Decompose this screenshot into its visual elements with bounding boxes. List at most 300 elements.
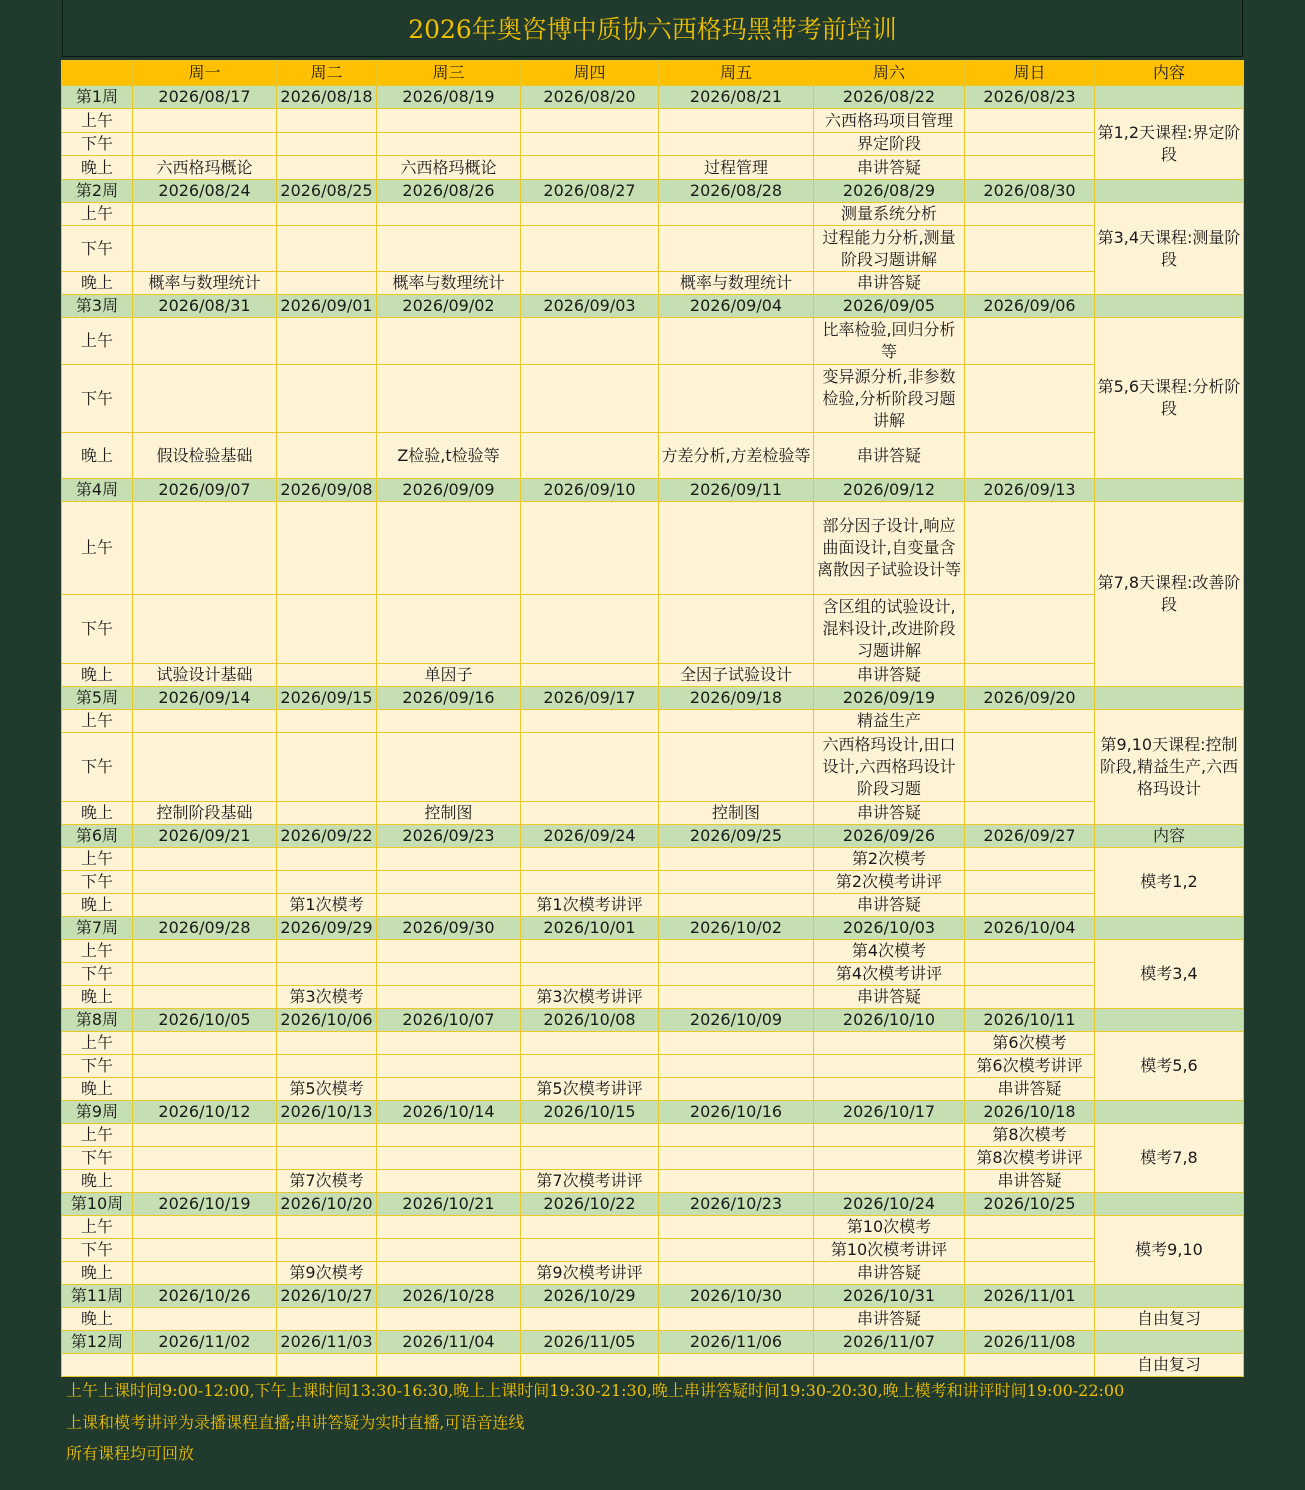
date-cell: 2026/10/04 [965,917,1095,940]
session-cell [659,1078,814,1101]
date-cell: 2026/11/01 [965,1285,1095,1308]
date-cell: 2026/08/28 [659,180,814,203]
session-cell [521,203,659,226]
session-cell [521,1239,659,1262]
session-cell [659,940,814,963]
session-cell [277,664,377,687]
date-cell: 2026/10/03 [814,917,965,940]
session-cell [521,318,659,365]
date-cell: 2026/09/23 [377,825,521,848]
session-cell [277,710,377,733]
session-cell: 控制阶段基础 [133,802,277,825]
session-cell [277,365,377,433]
week-row [62,180,1244,203]
session-cell [277,940,377,963]
slot-label: 下午 [62,963,133,986]
slot-row [62,1032,1244,1055]
slot-label: 上午 [62,203,133,226]
week-row [62,1193,1244,1216]
slot-label: 上午 [62,1124,133,1147]
week-label: 第10周 [62,1193,133,1216]
date-cell: 2026/09/24 [521,825,659,848]
slot-row [62,109,1244,133]
week-row [62,1009,1244,1032]
session-cell [814,1147,965,1170]
session-cell [659,226,814,272]
session-cell: 第10次模考 [814,1216,965,1239]
slot-label: 晚上 [62,1078,133,1101]
date-cell: 2026/10/23 [659,1193,814,1216]
date-cell: 2026/10/31 [814,1285,965,1308]
date-cell: 2026/10/24 [814,1193,965,1216]
date-cell: 2026/08/19 [377,86,521,109]
session-cell [814,1170,965,1193]
session-cell [521,272,659,295]
session-cell [377,1032,521,1055]
session-cell [133,894,277,917]
slot-label: 晚上 [62,986,133,1009]
session-cell [133,109,277,133]
session-cell [965,365,1095,433]
session-cell: 全因子试验设计 [659,664,814,687]
session-cell: 试验设计基础 [133,664,277,687]
date-cell: 2026/09/15 [277,687,377,710]
session-cell [659,986,814,1009]
session-cell [277,433,377,479]
slot-label: 上午 [62,710,133,733]
slot-row [62,1239,1244,1262]
date-cell: 2026/09/13 [965,479,1095,502]
session-cell [377,203,521,226]
session-cell: 串讲答疑 [965,1078,1095,1101]
session-cell [659,109,814,133]
session-cell [965,1216,1095,1239]
session-cell: 第4次模考 [814,940,965,963]
session-cell [377,1239,521,1262]
week-note [1095,1285,1244,1308]
session-cell [377,1055,521,1078]
date-cell: 2026/10/07 [377,1009,521,1032]
date-cell: 2026/09/28 [133,917,277,940]
slot-label: 下午 [62,1055,133,1078]
date-cell: 2026/09/01 [277,295,377,318]
session-cell: 过程管理 [659,156,814,180]
session-cell [965,963,1095,986]
session-cell [659,595,814,664]
session-cell [277,1147,377,1170]
session-cell [133,226,277,272]
session-cell [659,710,814,733]
slot-label: 晚上 [62,1308,133,1331]
session-cell [377,502,521,595]
week-label: 第11周 [62,1285,133,1308]
date-cell: 2026/10/17 [814,1101,965,1124]
session-cell [377,1354,521,1377]
slot-row [62,1262,1244,1285]
date-cell: 2026/09/12 [814,479,965,502]
date-cell: 2026/09/19 [814,687,965,710]
session-cell [521,871,659,894]
slot-label: 晚上 [62,802,133,825]
header-cell: 周五 [659,61,814,86]
session-cell [965,871,1095,894]
session-cell: 概率与数理统计 [377,272,521,295]
session-cell [521,1055,659,1078]
date-cell: 2026/08/20 [521,86,659,109]
session-cell: 单因子 [377,664,521,687]
session-cell [965,203,1095,226]
week-row [62,1331,1244,1354]
date-cell: 2026/10/28 [377,1285,521,1308]
content-cell: 第7,8天课程:改善阶段 [1095,502,1244,687]
slot-label: 晚上 [62,1262,133,1285]
session-cell [659,318,814,365]
session-cell [965,940,1095,963]
slot-label: 上午 [62,109,133,133]
date-cell: 2026/10/20 [277,1193,377,1216]
session-cell [965,272,1095,295]
date-cell: 2026/10/02 [659,917,814,940]
week-note [1095,687,1244,710]
session-cell [277,595,377,664]
week-note: 内容 [1095,825,1244,848]
week-note [1095,180,1244,203]
session-cell [277,502,377,595]
slot-row [62,940,1244,963]
session-cell [277,802,377,825]
week-label: 第4周 [62,479,133,502]
session-cell [521,109,659,133]
session-cell [659,1147,814,1170]
session-cell [277,1124,377,1147]
header-cell: 周二 [277,61,377,86]
slot-row [62,1078,1244,1101]
session-cell [277,156,377,180]
session-cell: 串讲答疑 [814,272,965,295]
session-cell [133,848,277,871]
slot-label: 晚上 [62,272,133,295]
session-cell: 串讲答疑 [814,986,965,1009]
session-cell: 第4次模考讲评 [814,963,965,986]
week-label: 第5周 [62,687,133,710]
date-cell: 2026/09/09 [377,479,521,502]
content-cell: 模考7,8 [1095,1124,1244,1193]
session-cell [133,1147,277,1170]
session-cell [965,986,1095,1009]
session-cell [521,226,659,272]
session-cell [277,272,377,295]
date-cell: 2026/10/22 [521,1193,659,1216]
session-cell [277,226,377,272]
session-cell [965,109,1095,133]
slot-label: 下午 [62,226,133,272]
session-cell [521,365,659,433]
session-cell [377,1216,521,1239]
slot-label: 晚上 [62,433,133,479]
session-cell [133,871,277,894]
date-cell: 2026/08/22 [814,86,965,109]
session-cell: 第6次模考讲评 [965,1055,1095,1078]
session-cell [521,940,659,963]
date-cell: 2026/09/16 [377,687,521,710]
schedule-table [61,60,1244,1377]
week-label: 第1周 [62,86,133,109]
slot-row [62,894,1244,917]
session-cell [377,1170,521,1193]
session-cell [965,156,1095,180]
week-label: 第7周 [62,917,133,940]
content-cell: 模考5,6 [1095,1032,1244,1101]
slot-row [62,502,1244,595]
header-cell: 周三 [377,61,521,86]
session-cell [965,710,1095,733]
session-cell: 比率检验,回归分析等 [814,318,965,365]
session-cell [133,595,277,664]
session-cell [814,1032,965,1055]
session-cell [965,1308,1095,1331]
session-cell: 第3次模考讲评 [521,986,659,1009]
session-cell [965,133,1095,156]
week-note [1095,1193,1244,1216]
slot-label: 下午 [62,1147,133,1170]
week-note [1095,1101,1244,1124]
header-cell: 周一 [133,61,277,86]
date-cell: 2026/09/27 [965,825,1095,848]
session-cell [133,963,277,986]
slot-row [62,226,1244,272]
session-cell [377,1308,521,1331]
session-cell [277,848,377,871]
session-cell [133,1308,277,1331]
session-cell [965,1262,1095,1285]
session-cell [377,871,521,894]
session-cell [377,986,521,1009]
slot-row [62,156,1244,180]
content-cell: 模考9,10 [1095,1216,1244,1285]
session-cell [521,1216,659,1239]
date-cell: 2026/09/22 [277,825,377,848]
date-cell: 2026/09/11 [659,479,814,502]
session-cell: 六西格玛项目管理 [814,109,965,133]
slot-row [62,963,1244,986]
session-cell: 第9次模考 [277,1262,377,1285]
session-cell: 串讲答疑 [814,802,965,825]
date-cell: 2026/09/17 [521,687,659,710]
week-row [62,687,1244,710]
date-cell: 2026/10/14 [377,1101,521,1124]
date-cell: 2026/10/12 [133,1101,277,1124]
slot-label: 上午 [62,502,133,595]
slot-label [62,1354,133,1377]
session-cell [814,1354,965,1377]
date-cell: 2026/09/14 [133,687,277,710]
slot-row [62,986,1244,1009]
content-cell: 自由复习 [1095,1354,1244,1377]
header-cell: 周六 [814,61,965,86]
slot-row [62,433,1244,479]
week-row [62,479,1244,502]
slot-label: 下午 [62,365,133,433]
slot-row [62,133,1244,156]
slot-label: 下午 [62,871,133,894]
date-cell: 2026/09/30 [377,917,521,940]
session-cell [377,733,521,802]
session-cell [521,1032,659,1055]
session-cell: 第8次模考讲评 [965,1147,1095,1170]
date-cell: 2026/10/16 [659,1101,814,1124]
session-cell [133,1055,277,1078]
session-cell [965,1354,1095,1377]
date-cell: 2026/09/21 [133,825,277,848]
date-cell: 2026/11/05 [521,1331,659,1354]
date-cell: 2026/08/17 [133,86,277,109]
slot-row [62,272,1244,295]
session-cell [133,1262,277,1285]
week-label: 第9周 [62,1101,133,1124]
date-cell: 2026/10/25 [965,1193,1095,1216]
session-cell [277,203,377,226]
week-row [62,917,1244,940]
content-cell: 第5,6天课程:分析阶段 [1095,318,1244,479]
session-cell [277,133,377,156]
session-cell [659,1170,814,1193]
session-cell [377,710,521,733]
session-cell [659,365,814,433]
slot-row [62,318,1244,365]
session-cell: 变异源分析,非参数检验,分析阶段习题讲解 [814,365,965,433]
session-cell [277,109,377,133]
date-cell: 2026/10/27 [277,1285,377,1308]
date-cell: 2026/09/08 [277,479,377,502]
session-cell [521,133,659,156]
session-cell [277,1308,377,1331]
session-cell: 部分因子设计,响应曲面设计,自变量含离散因子试验设计等 [814,502,965,595]
slot-label: 下午 [62,133,133,156]
date-cell: 2026/08/24 [133,180,277,203]
session-cell [133,710,277,733]
session-cell [659,1032,814,1055]
date-cell: 2026/10/08 [521,1009,659,1032]
session-cell [133,502,277,595]
date-cell: 2026/11/07 [814,1331,965,1354]
date-cell: 2026/09/06 [965,295,1095,318]
date-cell: 2026/08/23 [965,86,1095,109]
date-cell: 2026/11/03 [277,1331,377,1354]
date-cell: 2026/11/04 [377,1331,521,1354]
slot-row [62,733,1244,802]
header-cell: 周四 [521,61,659,86]
session-cell [133,733,277,802]
date-cell: 2026/08/30 [965,180,1095,203]
date-cell: 2026/08/18 [277,86,377,109]
session-cell [659,1354,814,1377]
session-cell [377,1078,521,1101]
session-cell: 第3次模考 [277,986,377,1009]
date-cell: 2026/10/05 [133,1009,277,1032]
slot-label: 上午 [62,848,133,871]
slot-row [62,664,1244,687]
date-cell: 2026/09/03 [521,295,659,318]
session-cell: 控制图 [377,802,521,825]
session-cell [965,894,1095,917]
slot-label: 晚上 [62,894,133,917]
slot-label: 晚上 [62,1170,133,1193]
slot-label: 下午 [62,1239,133,1262]
date-cell: 2026/08/26 [377,180,521,203]
date-cell: 2026/10/15 [521,1101,659,1124]
session-cell [277,1354,377,1377]
session-cell [521,733,659,802]
session-cell [659,1308,814,1331]
slot-row [62,1124,1244,1147]
session-cell [521,595,659,664]
slot-row [62,203,1244,226]
session-cell [377,318,521,365]
session-cell: 精益生产 [814,710,965,733]
slot-row [62,1147,1244,1170]
session-cell [377,226,521,272]
date-cell: 2026/09/26 [814,825,965,848]
date-cell: 2026/10/18 [965,1101,1095,1124]
session-cell [659,1216,814,1239]
session-cell: 串讲答疑 [814,894,965,917]
session-cell [521,1124,659,1147]
session-cell: Z检验,t检验等 [377,433,521,479]
slot-row [62,1308,1244,1331]
date-cell: 2026/09/10 [521,479,659,502]
date-cell: 2026/09/20 [965,687,1095,710]
week-note [1095,86,1244,109]
date-cell: 2026/10/09 [659,1009,814,1032]
session-cell [377,1262,521,1285]
session-cell [133,1032,277,1055]
content-cell: 自由复习 [1095,1308,1244,1331]
week-row [62,295,1244,318]
slot-label: 下午 [62,733,133,802]
date-cell: 2026/10/06 [277,1009,377,1032]
session-cell: 概率与数理统计 [659,272,814,295]
session-cell: 含区组的试验设计,混料设计,改进阶段习题讲解 [814,595,965,664]
date-cell: 2026/08/29 [814,180,965,203]
session-cell [277,1032,377,1055]
session-cell [659,848,814,871]
session-cell [659,203,814,226]
note-class-times: 上午上课时间9:00-12:00,下午上课时间13:30-16:30,晚上上课时间19:30-21:30,晚上串讲答疑时间19:30-20:30,晚上模考和讲评时间19:00-22:00 [66,1381,1125,1400]
slot-row [62,1354,1244,1377]
session-cell: 概率与数理统计 [133,272,277,295]
date-cell: 2026/10/19 [133,1193,277,1216]
page-title: 2026年奥咨博中质协六西格玛黑带考前培训 [62,0,1243,57]
header-cell: 周日 [965,61,1095,86]
date-cell: 2026/08/21 [659,86,814,109]
session-cell [521,1147,659,1170]
week-note [1095,1009,1244,1032]
date-cell: 2026/11/06 [659,1331,814,1354]
session-cell: 假设检验基础 [133,433,277,479]
session-cell [521,502,659,595]
date-cell: 2026/10/29 [521,1285,659,1308]
date-cell: 2026/09/02 [377,295,521,318]
week-label: 第2周 [62,180,133,203]
session-cell [965,802,1095,825]
session-cell [965,318,1095,365]
session-cell: 第5次模考 [277,1078,377,1101]
session-cell [133,318,277,365]
session-cell [521,710,659,733]
slot-row [62,365,1244,433]
session-cell: 串讲答疑 [814,156,965,180]
session-cell: 串讲答疑 [814,1308,965,1331]
